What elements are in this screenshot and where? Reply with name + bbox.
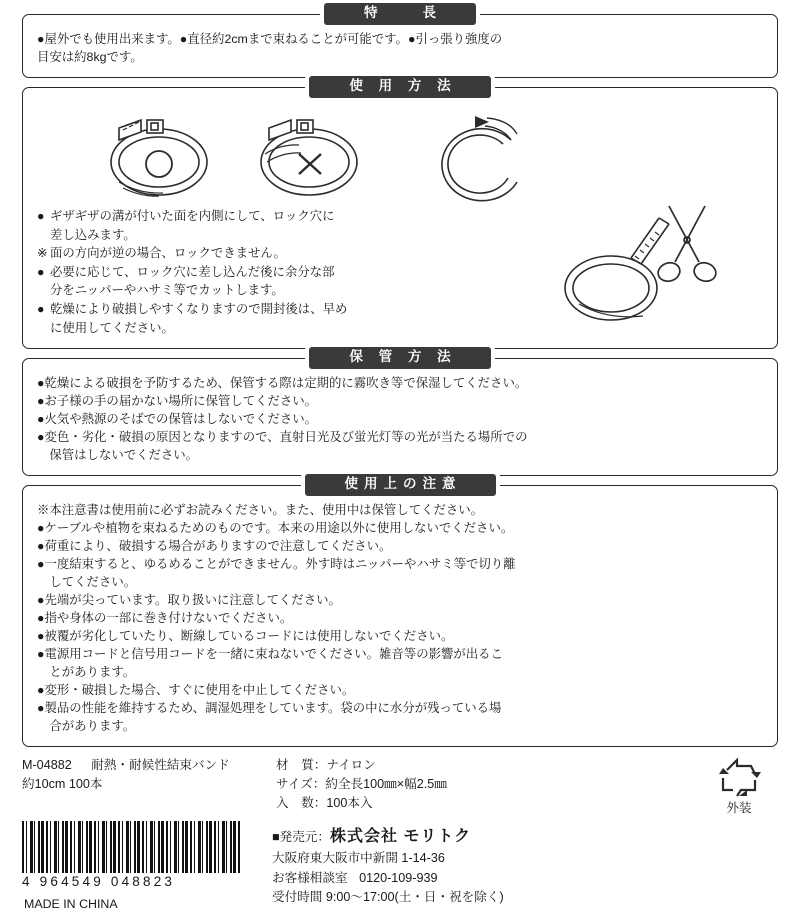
caution-item: とがあります。 — [37, 665, 136, 680]
contact-label: お客様相談室 — [272, 870, 348, 885]
usage-item-text: 必要に応じて、ロック穴に差し込んだ後に余分な部 — [50, 264, 335, 279]
usage-bullet: ● — [37, 302, 45, 317]
product-info-block — [22, 756, 778, 911]
features-title: 特 長 — [324, 3, 476, 25]
company-contact — [272, 869, 504, 889]
caution-body — [22, 485, 778, 747]
usage-item-text: 差し込みます。 — [50, 227, 136, 242]
usage-item — [37, 245, 473, 263]
recycle-mark — [706, 756, 772, 818]
usage-bullet: ● — [37, 264, 45, 279]
storage-section — [22, 349, 778, 476]
recycle-label: 外装 — [726, 800, 752, 815]
usage-instructions — [37, 208, 473, 337]
usage-item-text: に使用してください。 — [50, 320, 174, 335]
usage-bullet: ● — [37, 208, 45, 223]
usage-item — [37, 227, 473, 245]
storage-header — [22, 347, 778, 369]
barcode-block — [22, 821, 254, 911]
diagram-cut-with-scissors-icon — [519, 196, 759, 336]
product-name: 耐熱・耐候性結束バンド — [91, 757, 230, 772]
usage-item-text: 分をニッパーやハサミ等でカットします。 — [50, 283, 284, 298]
storage-item: ●変色・劣化・破損の原因となりますので、直射日光及び蛍光灯等の光が当たる場所での — [37, 430, 528, 445]
caution-item: ●被覆が劣化していたり、断線しているコードには使用しないでください。 — [37, 629, 454, 644]
company-block — [272, 821, 504, 908]
usage-item — [37, 320, 473, 338]
diagram-correct-orientation-icon — [85, 110, 235, 206]
caution-item: ●指や身体の一部に巻き付けないでください。 — [37, 611, 293, 626]
usage-title: 使 用 方 法 — [309, 76, 490, 98]
caution-item: ●変形・破損した場合、すぐに使用を中止してください。 — [37, 683, 355, 697]
storage-item: ●お子様の手の届かない場所に保管してください。 — [37, 394, 318, 409]
caution-section — [22, 476, 778, 747]
usage-section — [22, 77, 778, 349]
storage-item: 保管はしないでください。 — [37, 448, 199, 463]
barcode-and-company — [22, 821, 778, 911]
usage-item — [37, 301, 473, 319]
company-hours: 受付時間 9:00〜17:00(土・日・祝を除く) — [272, 890, 504, 905]
diagram-wrong-orientation-icon — [235, 110, 385, 206]
usage-item — [37, 282, 473, 300]
caution-item: ●先端が尖っています。取り扱いに注意してください。 — [37, 593, 341, 608]
spec-size: サイズ：約全長100㎜×幅2.5㎜ — [276, 776, 447, 791]
product-specs — [276, 756, 447, 813]
caution-item: ●ケーブルや植物を束ねるためのものです。本来の用途以外に使用しないでください。 — [37, 521, 514, 536]
seller-prefix: ■発売元： — [272, 829, 330, 844]
diagram-insert-icon — [415, 110, 555, 206]
scissors-icon — [656, 206, 718, 284]
caution-item: ※本注意書は使用前に必ずお読みください。また、使用中は保管してください。 — [37, 503, 484, 518]
ng-cross-icon — [299, 154, 321, 174]
spec-quantity: 入 数：100本入 — [276, 795, 373, 810]
spec-material: 材 質：ナイロン — [276, 757, 376, 772]
storage-title: 保 管 方 法 — [309, 347, 490, 369]
caution-header — [22, 474, 778, 496]
product-size-line: 約10cm 100本 — [22, 776, 103, 791]
features-line-2: 目安は約8kgです。 — [37, 49, 143, 64]
usage-body — [22, 87, 778, 349]
caution-item: ●製品の性能を維持するため、調湿処理をしています。袋の中に水分が残っている場 — [37, 700, 502, 715]
usage-item — [37, 208, 473, 226]
ok-circle-icon — [146, 151, 172, 177]
caution-title: 使用上の注意 — [305, 474, 496, 496]
usage-item-text: ギザギザの溝が付いた面を内側にして、ロック穴に — [50, 208, 335, 223]
caution-item: ●荷重により、破損する場合がありますので注意してください。 — [37, 539, 392, 554]
caution-item: してください。 — [37, 575, 137, 590]
contact-tel: 0120-109-939 — [359, 870, 438, 885]
recycle-icon — [717, 756, 761, 798]
features-section — [22, 5, 778, 78]
storage-body — [22, 358, 778, 476]
product-identity — [22, 756, 258, 813]
features-header — [22, 3, 778, 25]
caution-item: 合があります。 — [37, 718, 136, 733]
usage-item-text: 面の方向が逆の場合、ロックできません。 — [50, 246, 286, 261]
caution-item: ●電源用コードと信号用コードを一緒に束ねないでください。雑音等の影響が出るこ — [37, 647, 503, 662]
company-address: 大阪府東大阪市中新開 1-14-36 — [272, 851, 445, 866]
features-line-1: ●屋外でも使用出来ます。●直径約2cmまで束ねることが可能です。●引っ張り強度の — [37, 32, 503, 46]
usage-item — [37, 264, 473, 282]
product-code: M-04882 — [22, 757, 72, 772]
caution-item: ●一度結束すると、ゆるめることができません。外す時はニッパーやハサミ等で切り離 — [37, 557, 516, 572]
usage-bullet: ※ — [37, 246, 48, 261]
usage-diagrams — [37, 110, 763, 206]
usage-item-text: 乾燥により破損しやすくなりますので開封後は、早め — [50, 302, 348, 317]
made-in-text: MADE IN CHINA — [24, 896, 118, 911]
storage-item: ●火気や熱源のそばでの保管はしないでください。 — [37, 412, 318, 427]
barcode-number: 4 964549 048823 — [22, 873, 176, 889]
usage-header — [22, 76, 778, 98]
barcode-image — [22, 821, 240, 873]
storage-item: ●乾燥による破損を予防するため、保管する際は定期的に霧吹き等で保湿してください。 — [37, 376, 528, 391]
seller-line — [272, 825, 504, 850]
seller-name: 株式会社 モリトク — [329, 827, 472, 845]
